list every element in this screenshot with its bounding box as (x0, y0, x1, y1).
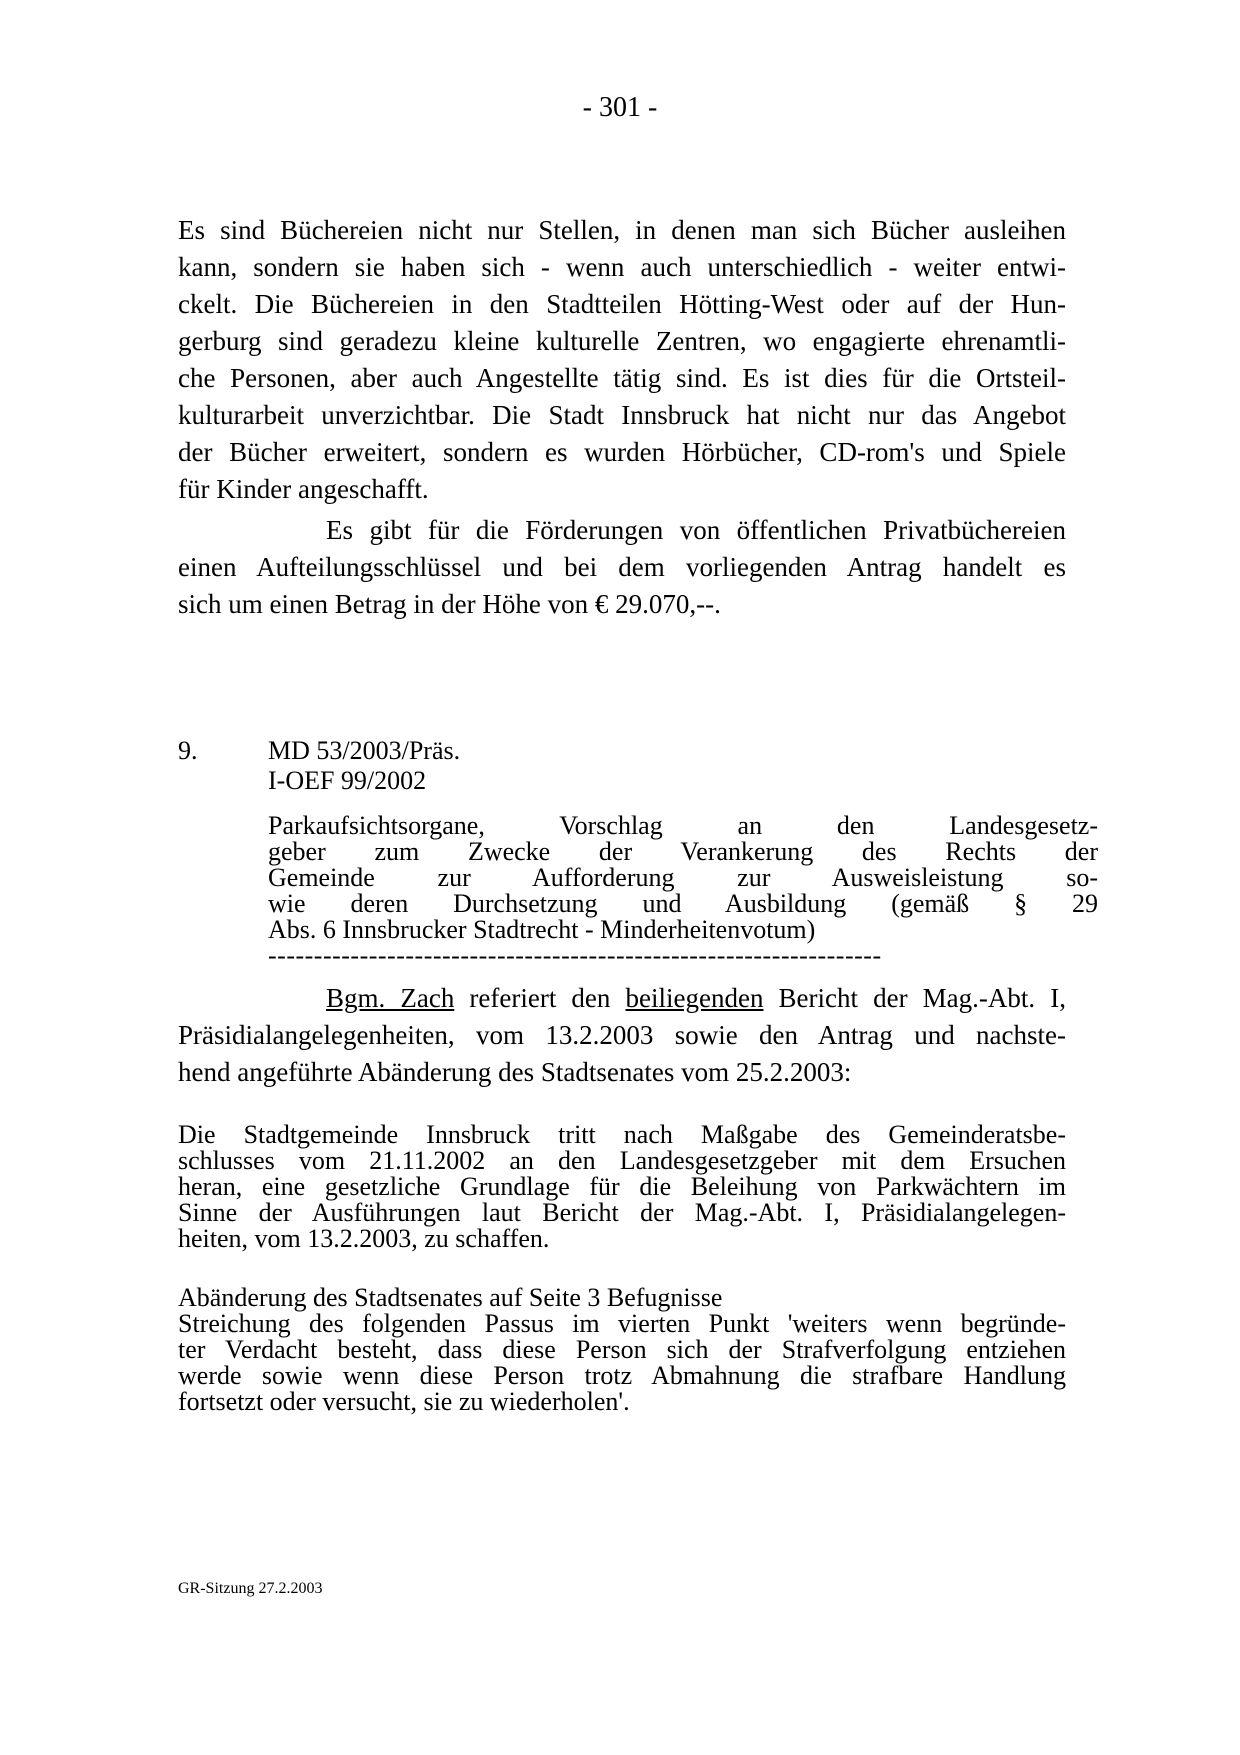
item-number: 9. (178, 736, 198, 765)
separator-line: ------------------------------------------------------------------- (268, 946, 882, 966)
text-line: kann, sondern sie haben sich - wenn auch unterschiedlich - weiter entwi- (178, 252, 1066, 282)
text-line: fortsetzt oder versucht, sie zu wiederholen'. (178, 1387, 630, 1416)
text-line: Die Stadtgemeinde Innsbruck tritt nach Maßgabe des Gemeinderatsbe- (178, 1120, 1066, 1149)
text-line: Präsidialangelegenheiten, vom 13.2.2003 sowie den Antrag und nachste- (178, 1020, 1066, 1050)
text-line: Sinne der Ausführungen laut Bericht der Mag.-Abt. I, Präsidialangelegen- (178, 1198, 1066, 1227)
motion-paragraph (178, 1122, 1066, 1252)
funding-paragraph (178, 512, 1066, 623)
text-line: ter Verdacht besteht, dass diese Person sich der Strafverfolgung entziehen (178, 1335, 1066, 1364)
text-line: heiten, vom 13.2.2003, zu schaffen. (178, 1224, 550, 1253)
text-line: hend angeführte Abänderung des Stadtsenates vom 25.2.2003: (178, 1057, 852, 1087)
subject-line: geber zum Zwecke der Verankerung des Rechts der (268, 837, 1098, 866)
text-line: sich um einen Betrag in der Höhe von € 29.070,--. (178, 589, 721, 619)
footer: GR-Sitzung 27.2.2003 (178, 1580, 323, 1597)
text-line: Es gibt für die Förderungen von öffentlichen Privatbüchereien (326, 515, 1066, 545)
subject-line: Parkaufsichtsorgane, Vorschlag an den Landesgesetz- (268, 811, 1098, 840)
item-subject (268, 813, 1096, 943)
item-references (268, 736, 460, 796)
report-paragraph (178, 980, 1066, 1091)
underlined-word: beiliegenden (625, 983, 764, 1013)
text-line: kulturarbeit unverzichtbar. Die Stadt Innsbruck hat nicht nur das Angebot (178, 400, 1066, 430)
text-line: heran, eine gesetzliche Grundlage für die Beleihung von Parkwächtern im (178, 1172, 1066, 1201)
intro-paragraph (178, 212, 1066, 508)
item-reference: MD 53/2003/Präs. (268, 736, 461, 765)
page-number: - 301 - (582, 92, 658, 123)
text-line: gerburg sind geradezu kleine kulturelle Zentren, wo engagierte ehrenamtli- (178, 326, 1066, 356)
amendment-paragraph (178, 1285, 1066, 1415)
speaker-name: Bgm. Zach (326, 983, 455, 1013)
amendment-heading: Abänderung des Stadtsenates auf Seite 3 Befugnisse (178, 1283, 723, 1312)
text-line: Streichung des folgenden Passus im vierten Punkt 'weiters wenn begründe- (178, 1309, 1066, 1338)
text-line: Es sind Büchereien nicht nur Stellen, in denen man sich Bücher ausleihen (178, 215, 1066, 245)
subject-line: Abs. 6 Innsbrucker Stadtrecht - Minderheitenvotum) (268, 915, 816, 944)
item-reference: I-OEF 99/2002 (268, 766, 427, 795)
text-line: werde sowie wenn diese Person trotz Abmahnung die strafbare Handlung (178, 1361, 1066, 1390)
text-line: einen Aufteilungsschlüssel und bei dem vorliegenden Antrag handelt es (178, 552, 1066, 582)
text-line: ckelt. Die Büchereien in den Stadtteilen Hötting-West oder auf der Hun- (178, 289, 1066, 319)
text-line (178, 980, 1066, 1017)
text-line: für Kinder angeschafft. (178, 474, 429, 504)
subject-line: Gemeinde zur Aufforderung zur Ausweisleistung so- (268, 863, 1098, 892)
subject-line: wie deren Durchsetzung und Ausbildung (gemäß § 29 (268, 889, 1098, 918)
text-line: schlusses vom 21.11.2002 an den Landesgesetzgeber mit dem Ersuchen (178, 1146, 1066, 1175)
text-fragment: Bericht der Mag.-Abt. I, (778, 983, 1066, 1013)
text-line: che Personen, aber auch Angestellte tätig sind. Es ist dies für die Ortsteil- (178, 363, 1066, 393)
text-fragment: referiert den (469, 983, 611, 1013)
text-line: der Bücher erweitert, sondern es wurden Hörbücher, CD-rom's und Spiele (178, 437, 1066, 467)
